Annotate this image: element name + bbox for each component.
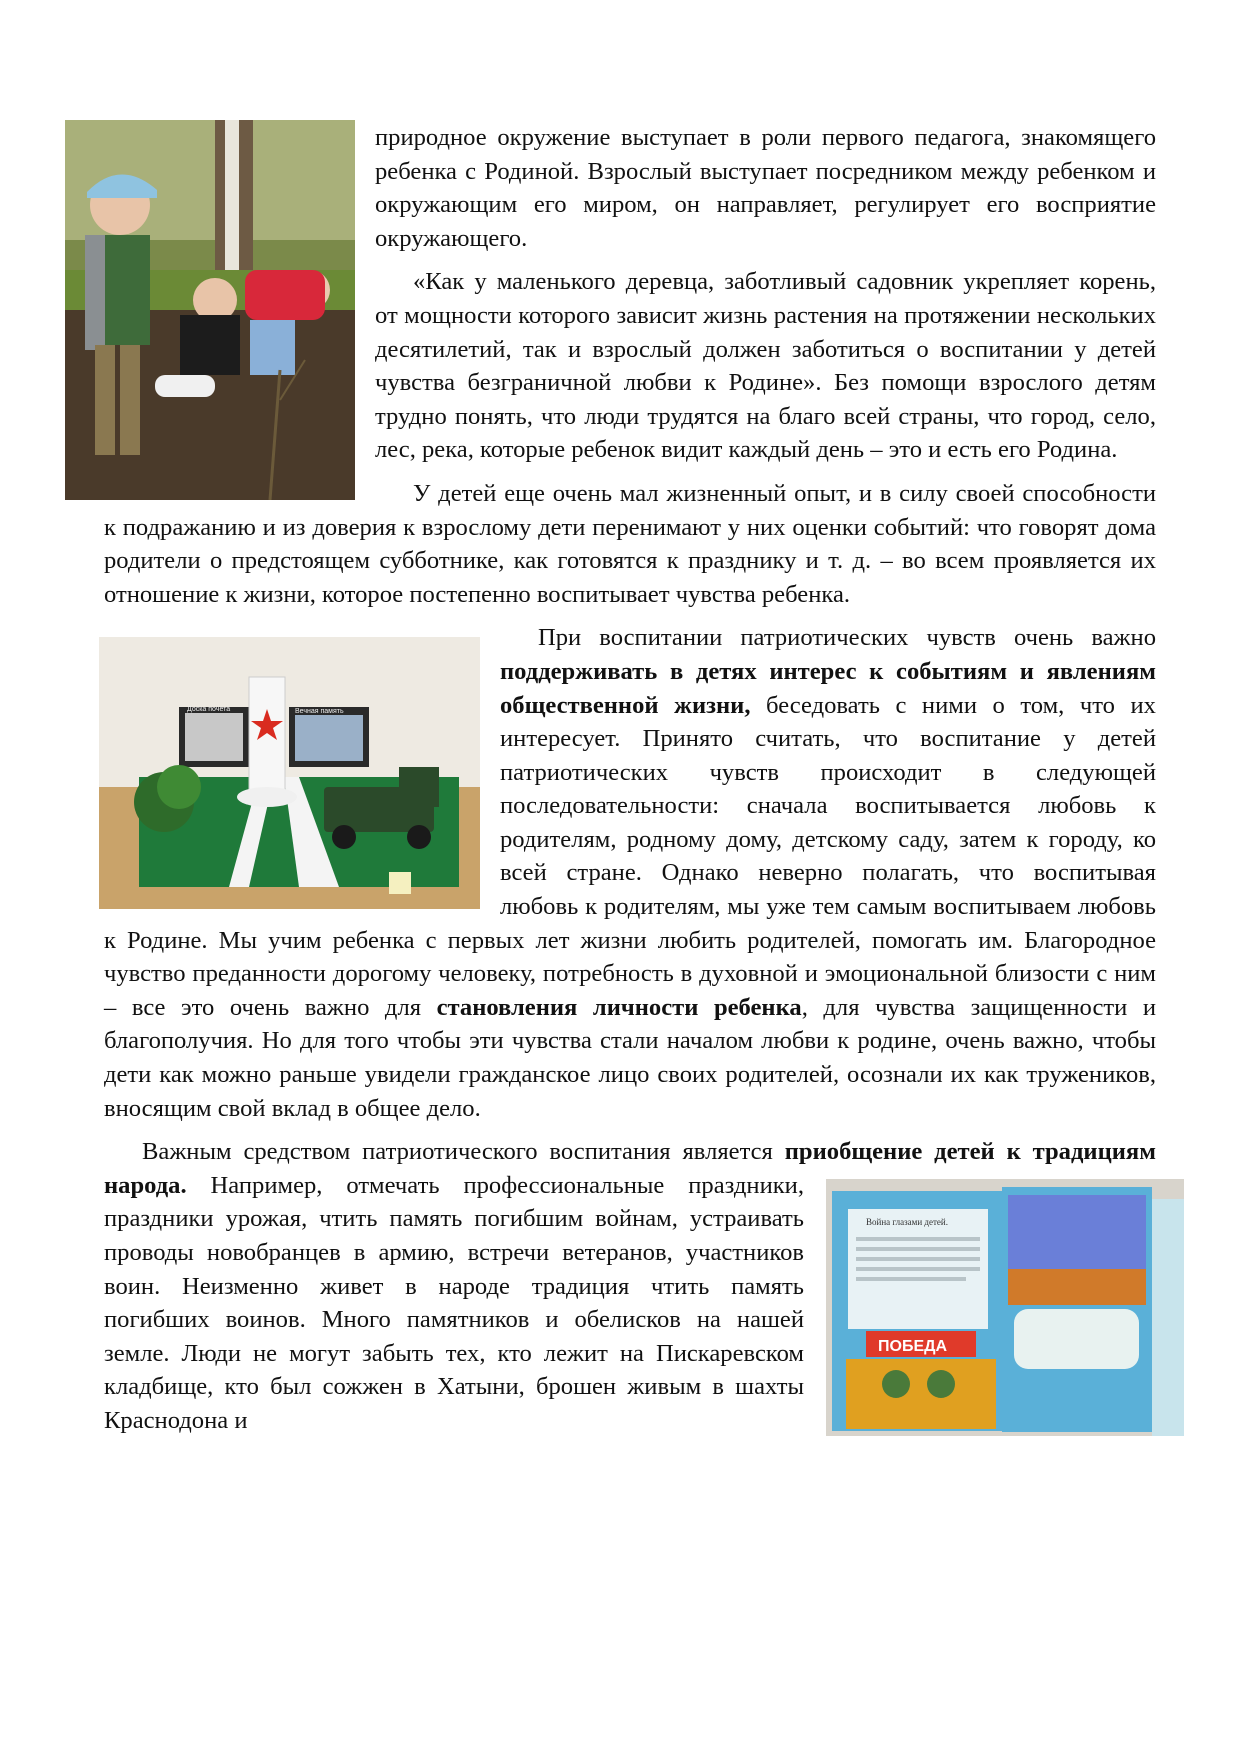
diorama-sign-right: Вечная память bbox=[295, 708, 344, 716]
bold-folk-traditions: приобщение детей к традициям народа. bbox=[104, 1138, 1156, 1199]
paragraph-3: У детей еще очень мал жизненный опыт, и в силу своей способности к подражанию и из доверия к взрослому дети перенимают у них оценки событий: что говорят дома родители о предстоящем субботнике, как готовятся к празднику и т. д. – во всем проявляется их отношение к жизни, которое постепенно воспитывает чувства ребенка. bbox=[104, 479, 1156, 608]
paragraph-1: природное окружение выступает в роли первого педагога, знакомящего ребенка с Родиной. Взрослый выступает посредником между ребенком и окружающим его миром, он направляет, регулирует его восприятие окружающего. bbox=[375, 124, 1156, 252]
children-planting-photo bbox=[65, 120, 355, 500]
book-title: Война глазами детей. bbox=[866, 1216, 948, 1227]
war-through-childrens-eyes-photo bbox=[826, 1179, 1184, 1436]
paragraph-2: «Как у маленького деревца, заботливый садовник укрепляет корень, от мощности которого зависит жизнь растения на протяжении нескольких десятилетий, так и взрослый должен заботиться о воспитании у детей чувства безграничной любви к Родине». Без помощи взрослого детям трудно понять, что люди трудятся на благо всей страны, что город, село, лес, река, которые ребенок видит каждый день – это и есть его Родина. bbox=[375, 268, 1156, 464]
paragraph-5: Важным средством патриотического воспитания является приобщение детей к традициям народа. Война глазами детей. ПОБЕДА Например, отмечать профессиональные праздники, праздники урожая, чтить память погибшим войнам, устраивать проводы новобранцев в армию, встречи ветеранов, участников воин. Неизменно живет в народе традиция чтить память погибших воинов. Много памятников и обелисков на нашей земле. Люди не могут забыть тех, кто лежит на Пискаревском кладбище, кто был сожжен в Хатыни, брошен живым в шахты Краснодона и bbox=[104, 1135, 1156, 1437]
document-page bbox=[104, 121, 1156, 1442]
bold-interest-public-life: поддерживать в детях интерес к событиям и явлениям общественной жизни, bbox=[500, 657, 1156, 719]
paragraph-4: При воспитании патриотических чувств очень важно поддерживать в детях интерес к событиям и явлениям общественной жизни, беседовать с ними о том, что их интересует. Принято считать, что воспитание у детей патриотических чувств происходит в следующей последовательности: сначала воспитывается любовь к родителям, родному дому, детскому саду, затем к городу, ко всей стране. Однако неверно полагать, что воспитывая любовь к родителям, мы уже тем самым воспитываем любовь к Родине. Мы учим ребенка с первых лет жизни любить родителей, помогать им. Благородное чувство преданности дорогому человеку, потребность в духовной и эмоциональной близости с ним – все это очень важно для становления личности ребенка, для чувства защищенности и благополучия. Но для того чтобы эти чувства стали началом любви к родине, очень важно, чтобы дети как можно раньше увидели гражданское лицо своих родителей, осознали их как тружеников, вносящим свой вклад в общее дело. bbox=[104, 624, 1156, 1122]
book-banner: ПОБЕДА bbox=[878, 1337, 948, 1355]
diorama-sign-left: Доска почета bbox=[187, 706, 231, 714]
memorial-diorama-photo bbox=[99, 637, 480, 909]
bold-personality-formation: становления личности ребенка bbox=[436, 993, 802, 1021]
